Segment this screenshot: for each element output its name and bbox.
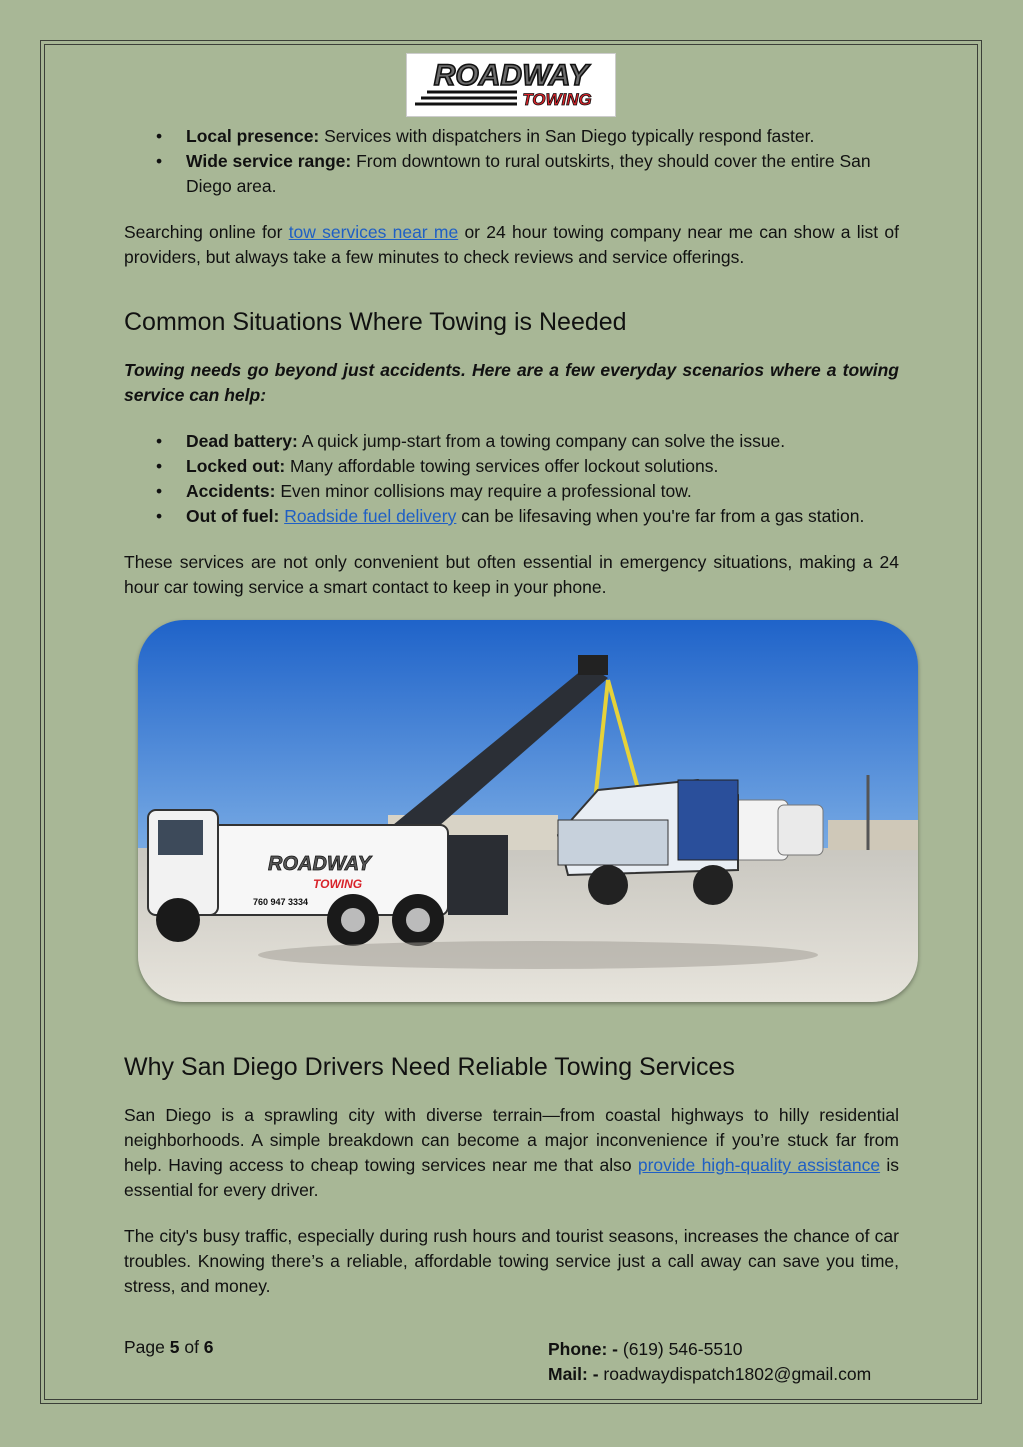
truck-phone-number: 760 947 3334	[253, 897, 309, 907]
paragraph-san-diego-terrain: San Diego is a sprawling city with diverse terrain—from coastal highways to hilly residential neighborhoods. A simple breakdown can become a major inconvenience if you’re stuck far from help. Having access to cheap towing services near me that also provide high-quality assistance is essential for every driver.	[124, 1105, 900, 1200]
truck-logo-roadway: ROADWAY	[268, 853, 371, 875]
contact-info	[548, 1337, 871, 1387]
contact-phone: Phone: - (619) 546-5510	[548, 1339, 743, 1359]
paragraph-busy-traffic: The city's busy traffic, especially during rush hours and tourist seasons, increases the chance of car troubles. Knowing there’s a reliable, affordable towing service just a call away can save you time, stress, and money.	[124, 1226, 899, 1296]
logo-word-towing: TOWING	[522, 90, 592, 109]
roadway-towing-logo	[406, 53, 616, 117]
truck-logo-towing: TOWING	[313, 877, 363, 891]
paragraph-search-online: Searching online for tow services near me or 24 hour towing company near me can show a list of providers, but always take a few minutes to check reviews and service offerings.	[124, 222, 899, 267]
intro-italic: Towing needs go beyond just accidents. Here are a few everyday scenarios where a towing service can help:	[124, 360, 899, 405]
situations-bullet-list	[124, 429, 899, 529]
link-provide-high-quality-assistance[interactable]: provide high-quality assistance	[637, 1155, 881, 1175]
list-item: • Accidents: Even minor collisions may require a professional tow.	[186, 479, 899, 504]
paragraph-convenience: These services are not only convenient but often essential in emergency situations, making a 24 hour car towing service a smart contact to keep in your phone.	[124, 552, 899, 597]
top-bullet-list	[124, 124, 899, 199]
list-item: • Locked out: Many affordable towing services offer lockout solutions.	[186, 454, 899, 479]
page-number: Page 5 of 6	[124, 1337, 214, 1357]
heading-common-situations: Common Situations Where Towing is Needed	[124, 308, 627, 336]
list-item: • Out of fuel: Roadside fuel delivery can be lifesaving when you're far from a gas station.	[186, 504, 899, 529]
link-roadside-fuel-delivery[interactable]: Roadside fuel delivery	[284, 506, 457, 526]
heading-why-san-diego: Why San Diego Drivers Need Reliable Towing Services	[124, 1053, 735, 1081]
list-item: • Wide service range: From downtown to rural outskirts, they should cover the entire San Diego area.	[186, 149, 899, 199]
tow-truck-photo	[138, 620, 918, 1002]
list-item: • Dead battery: A quick jump-start from a towing company can solve the issue.	[186, 429, 899, 454]
list-item: • Local presence: Services with dispatchers in San Diego typically respond faster.	[186, 124, 899, 149]
contact-mail: Mail: - roadwaydispatch1802@gmail.com	[548, 1364, 872, 1384]
logo-word-roadway: ROADWAY	[433, 59, 589, 92]
link-tow-services-near-me[interactable]: tow services near me	[288, 222, 459, 242]
